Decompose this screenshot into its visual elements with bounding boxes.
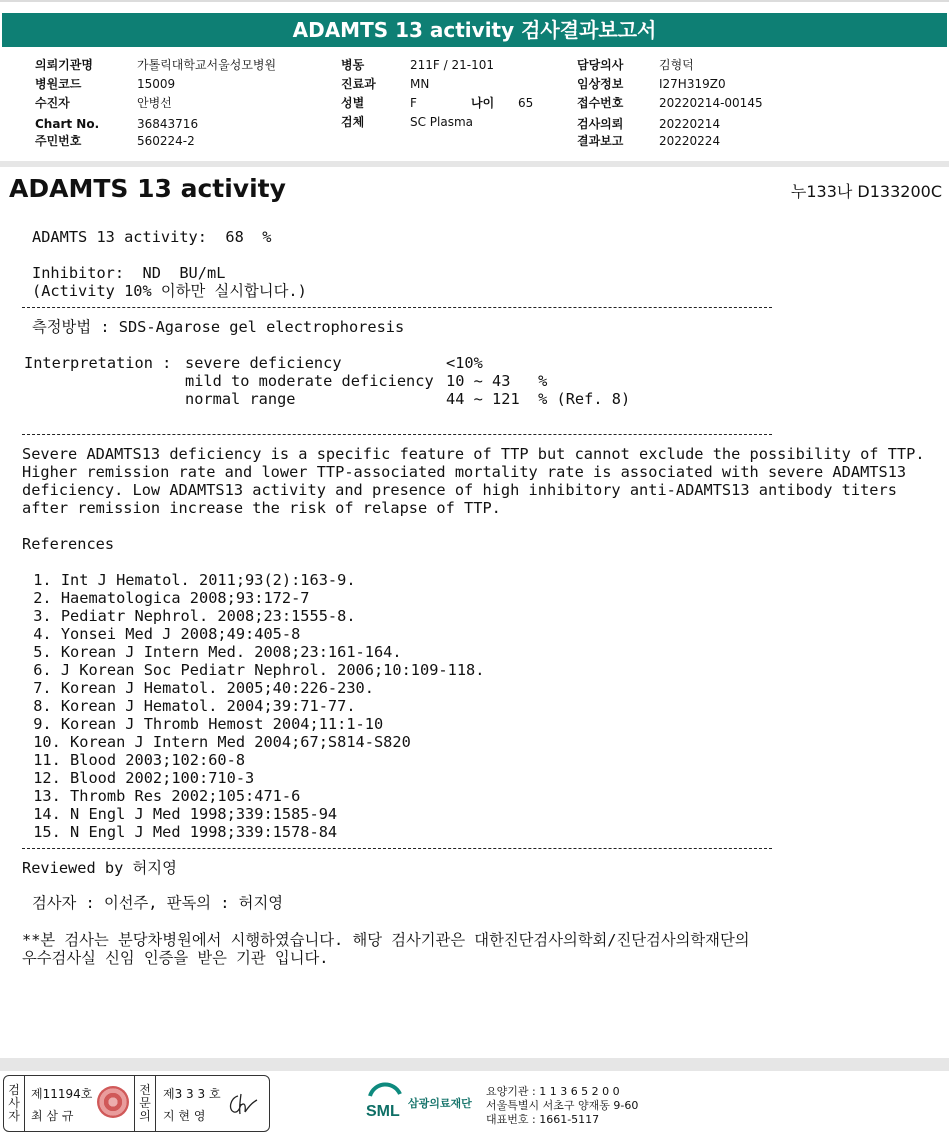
- department-label: 진료과: [341, 77, 376, 91]
- hospital-code-label: 병원코드: [35, 77, 82, 91]
- dashed-divider: [22, 307, 772, 308]
- age-value: 65: [518, 96, 534, 110]
- side-char: 문: [139, 1096, 151, 1110]
- specialist-side-label: [134, 1076, 156, 1131]
- notice-line: 우수검사실 신임 인증을 받은 기관 입니다.: [22, 949, 329, 967]
- ward-value: 211F / 21-101: [410, 58, 494, 72]
- receipt-no-label: 접수번호: [577, 96, 624, 110]
- red-seal-icon: [97, 1086, 129, 1118]
- sml-logo-icon: [364, 1082, 406, 1122]
- reference-item: 3. Pediatr Nephrol. 2008;23:1555-8.: [24, 607, 356, 625]
- interp-range-severe: <10%: [446, 354, 483, 372]
- side-char: 사: [8, 1096, 20, 1110]
- reference-item: 4. Yonsei Med J 2008;49:405-8: [24, 625, 301, 643]
- reference-item: 13. Thromb Res 2002;105:471-6: [24, 787, 301, 805]
- reference-item: 8. Korean J Hematol. 2004;39:71-77.: [24, 697, 356, 715]
- id-number-value: 560224-2: [137, 134, 195, 148]
- report-banner-title: ADAMTS 13 activity 검사결과보고서: [2, 13, 947, 47]
- paragraph-line: Higher remission rate and lower TTP-associated mortality rate is associated with severe ADAMTS13: [22, 463, 907, 481]
- address-line: 서울특별시 서초구 양재동 9-60: [486, 1099, 639, 1112]
- reference-item: 11. Blood 2003;102:60-8: [24, 751, 246, 769]
- clinical-info-label: 임상정보: [577, 77, 624, 91]
- specialist-name: 지 현 영: [163, 1109, 206, 1123]
- report-date-label: 결과보고: [577, 134, 624, 148]
- interp-range-mild: 10 ~ 43 %: [446, 372, 548, 390]
- chart-no-value: 36843716: [137, 117, 199, 131]
- examiner-name: 최 삼 규: [31, 1109, 74, 1123]
- report-date-value: 20220224: [659, 134, 721, 148]
- sml-foundation-name: 삼광의료재단: [408, 1097, 472, 1110]
- interp-range-normal: 44 ~ 121 % (Ref. 8): [446, 390, 631, 408]
- insurance-code: 누133나 D133200C: [790, 182, 942, 201]
- dashed-divider: [22, 848, 772, 849]
- sex-value: F: [410, 96, 417, 110]
- notice-line: **본 검사는 분당차병원에서 시행하였습니다. 해당 검사기관은 대한진단검사의학회/진단검사의학재단의: [22, 931, 750, 949]
- reference-item: 6. J Korean Soc Pediatr Nephrol. 2006;10:109-118.: [24, 661, 485, 679]
- reference-item: 10. Korean J Intern Med 2004;67;S814-S820: [24, 733, 411, 751]
- reference-item: 12. Blood 2002;100:710-3: [24, 769, 255, 787]
- reference-item: 5. Korean J Intern Med. 2008;23:161-164.: [24, 643, 402, 661]
- top-rule: [0, 0, 949, 2]
- reference-item: 14. N Engl J Med 1998;339:1585-94: [24, 805, 338, 823]
- reference-item: 7. Korean J Hematol. 2005;40:226-230.: [24, 679, 374, 697]
- side-char: 검: [8, 1083, 20, 1097]
- inhibitor-result: Inhibitor: ND BU/mL: [32, 264, 226, 282]
- request-date-label: 검사의뢰: [577, 117, 624, 131]
- ward-label: 병동: [341, 58, 365, 72]
- hospital-code-value: 15009: [137, 77, 176, 91]
- sex-label: 성별: [341, 96, 365, 110]
- header-separator: [0, 161, 949, 167]
- clinical-info-value: I27H319Z0: [659, 77, 726, 91]
- receipt-no-value: 20220214-00145: [659, 96, 763, 110]
- request-date-value: 20220214: [659, 117, 721, 131]
- specimen-label: 검체: [341, 115, 365, 129]
- inhibitor-note: (Activity 10% 이하만 실시합니다.): [32, 282, 307, 300]
- institution-code: 요양기관 : 1 1 3 6 5 2 0 0: [486, 1085, 620, 1098]
- interp-name-normal: normal range: [185, 390, 296, 408]
- chart-no-label: Chart No.: [35, 117, 100, 131]
- patient-value: 안병선: [137, 96, 172, 110]
- examiner-side-label: [4, 1076, 25, 1131]
- activity-result: ADAMTS 13 activity: 68 %: [32, 228, 272, 246]
- examiner-line: 검사자 : 이선주, 판독의 : 허지영: [32, 894, 283, 912]
- hospital-label: 의뢰기관명: [35, 58, 93, 72]
- signature-stamp-box: [3, 1075, 270, 1132]
- patient-label: 수진자: [35, 96, 70, 110]
- dashed-divider: [22, 434, 772, 435]
- logo-mark-text: SML: [366, 1103, 400, 1120]
- phone-line: 대표번호 : 1661-5117: [486, 1113, 600, 1126]
- specimen-value: SC Plasma: [410, 115, 474, 129]
- reference-item: 15. N Engl J Med 1998;339:1578-84: [24, 823, 338, 841]
- reference-item: 1. Int J Hematol. 2011;93(2):163-9.: [24, 571, 356, 589]
- hospital-value: 가톨릭대학교서울성모병원: [137, 58, 277, 72]
- interp-name-mild: mild to moderate deficiency: [185, 372, 434, 390]
- examiner-license: 제11194호: [31, 1087, 93, 1101]
- specialist-license: 제3 3 3 호: [163, 1087, 221, 1101]
- paragraph-line: deficiency. Low ADAMTS13 activity and presence of high inhibitory anti-ADAMTS13 antibody titers: [22, 481, 897, 499]
- paragraph-line: after remission increase the risk of relapse of TTP.: [22, 499, 501, 517]
- age-label: 나이: [471, 96, 495, 110]
- side-char: 의: [139, 1109, 151, 1123]
- side-char: 전: [139, 1083, 151, 1097]
- department-value: MN: [410, 77, 430, 91]
- doctor-value: 김형덕: [659, 58, 694, 72]
- reference-item: 9. Korean J Thromb Hemost 2004;11:1-10: [24, 715, 384, 733]
- footer-separator: [0, 1058, 949, 1071]
- side-char: 자: [8, 1109, 20, 1123]
- reviewed-by: Reviewed by 허지영: [22, 859, 177, 877]
- id-number-label: 주민번호: [35, 134, 82, 148]
- interp-name-severe: severe deficiency: [185, 354, 342, 372]
- report-title: ADAMTS 13 activity: [9, 174, 286, 203]
- signature-icon: [226, 1090, 262, 1118]
- doctor-label: 담당의사: [577, 58, 624, 72]
- interpretation-label: Interpretation :: [24, 354, 172, 372]
- method-line: 측정방법 : SDS-Agarose gel electrophoresis: [32, 318, 405, 336]
- references-title: References: [22, 535, 115, 553]
- paragraph-line: Severe ADAMTS13 deficiency is a specific feature of TTP but cannot exclude the possibility of TTP.: [22, 445, 925, 463]
- reference-item: 2. Haematologica 2008;93:172-7: [24, 589, 310, 607]
